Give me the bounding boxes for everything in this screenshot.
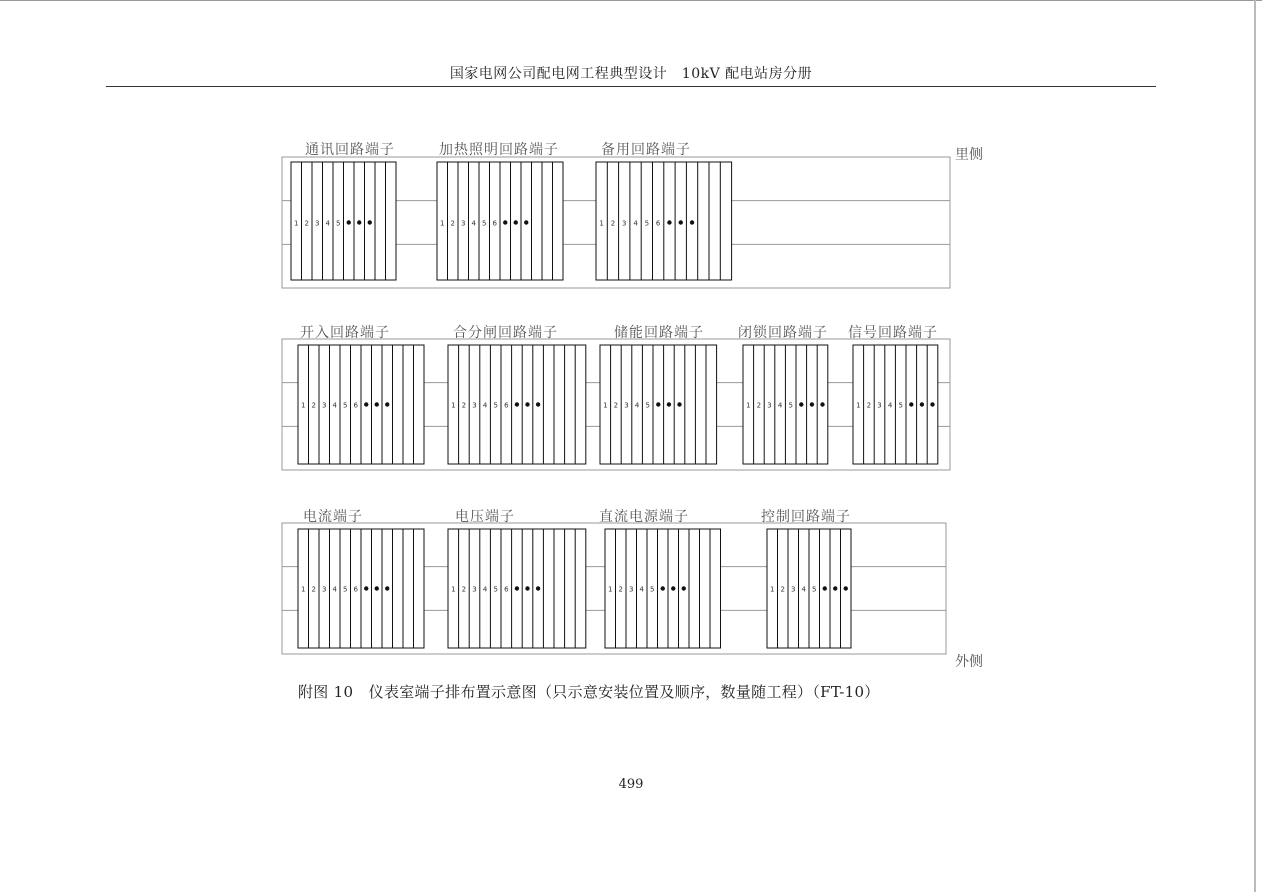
terminal-number: 4 bbox=[639, 585, 644, 594]
terminal-number: 5 bbox=[650, 585, 655, 594]
continuation-dot bbox=[375, 586, 379, 590]
terminal-group bbox=[448, 508, 586, 648]
continuation-dot bbox=[661, 586, 665, 590]
continuation-dot bbox=[677, 402, 681, 406]
terminal-number: 3 bbox=[322, 401, 327, 410]
terminal-group-label: 合分闸回路端子 bbox=[453, 325, 558, 341]
terminal-number: 3 bbox=[624, 401, 629, 410]
terminal-group bbox=[848, 324, 938, 464]
terminal-number: 1 bbox=[599, 219, 604, 228]
terminal-number: 2 bbox=[866, 401, 872, 410]
terminal-number: 3 bbox=[322, 585, 327, 594]
terminal-number: 5 bbox=[493, 401, 498, 410]
terminal-number: 2 bbox=[756, 401, 762, 410]
continuation-dot bbox=[347, 220, 351, 224]
terminal-number: 5 bbox=[788, 401, 793, 410]
terminal-number: 3 bbox=[461, 219, 466, 228]
continuation-dot bbox=[679, 220, 683, 224]
terminal-number: 1 bbox=[301, 401, 306, 410]
outer-side-label: 外侧 bbox=[955, 654, 983, 670]
terminal-group bbox=[298, 508, 424, 648]
terminal-number: 4 bbox=[332, 401, 337, 410]
terminal-row bbox=[282, 324, 950, 470]
terminal-group-label: 通讯回路端子 bbox=[305, 142, 395, 158]
terminal-number: 6 bbox=[492, 219, 497, 228]
terminal-group bbox=[448, 324, 586, 464]
terminal-number: 6 bbox=[353, 585, 358, 594]
terminal-number: 5 bbox=[493, 585, 498, 594]
continuation-dot bbox=[799, 402, 803, 406]
continuation-dot bbox=[536, 402, 540, 406]
continuation-dot bbox=[385, 586, 389, 590]
terminal-number: 5 bbox=[644, 219, 650, 228]
terminal-number: 3 bbox=[767, 401, 772, 410]
document-header: 国家电网公司配电网工程典型设计 10kV 配电站房分册 bbox=[449, 66, 813, 82]
continuation-dot bbox=[525, 586, 529, 590]
continuation-dot bbox=[909, 402, 913, 406]
continuation-dot bbox=[368, 220, 372, 224]
terminal-row bbox=[282, 508, 946, 654]
continuation-dot bbox=[385, 402, 389, 406]
continuation-dot bbox=[514, 220, 518, 224]
terminal-number: 3 bbox=[622, 219, 627, 228]
terminal-number: 6 bbox=[504, 585, 509, 594]
terminal-number: 2 bbox=[311, 401, 316, 410]
page-number: 499 bbox=[618, 777, 644, 792]
terminal-number: 4 bbox=[482, 401, 488, 410]
terminal-group-label: 信号回路端子 bbox=[848, 325, 938, 341]
terminal-number: 1 bbox=[294, 219, 299, 228]
terminal-number: 4 bbox=[887, 401, 893, 410]
terminal-number: 6 bbox=[504, 401, 509, 410]
terminal-group bbox=[596, 141, 732, 280]
terminal-number: 5 bbox=[898, 401, 903, 410]
continuation-dot bbox=[682, 586, 686, 590]
continuation-dot bbox=[515, 402, 519, 406]
terminal-group-label: 加热照明回路端子 bbox=[439, 142, 559, 158]
terminal-number: 1 bbox=[440, 219, 445, 228]
terminal-group-label: 开入回路端子 bbox=[300, 325, 390, 341]
terminal-number: 4 bbox=[332, 585, 337, 594]
continuation-dot bbox=[820, 402, 824, 406]
continuation-dot bbox=[656, 402, 660, 406]
continuation-dot bbox=[844, 586, 848, 590]
terminal-group-label: 储能回路端子 bbox=[614, 325, 704, 341]
continuation-dot bbox=[515, 586, 519, 590]
terminal-number: 1 bbox=[608, 585, 613, 594]
terminal-number: 2 bbox=[461, 585, 467, 594]
terminal-number: 2 bbox=[613, 401, 619, 410]
terminal-number: 4 bbox=[634, 401, 640, 410]
figure-caption: 附图 10 仪表室端子排布置示意图（只示意安装位置及顺序，数量随工程）（FT-10） bbox=[298, 683, 880, 701]
terminal-number: 2 bbox=[450, 219, 455, 228]
terminal-number: 4 bbox=[633, 219, 638, 228]
terminal-group-label: 控制回路端子 bbox=[761, 509, 851, 525]
terminal-group-label: 直流电源端子 bbox=[599, 509, 689, 525]
terminal-group bbox=[437, 141, 563, 280]
terminal-number: 1 bbox=[451, 585, 456, 594]
terminal-number: 4 bbox=[471, 219, 476, 228]
terminal-group-label: 闭锁回路端子 bbox=[738, 325, 828, 341]
terminal-number: 6 bbox=[353, 401, 358, 410]
terminal-number: 3 bbox=[629, 585, 634, 594]
terminal-number: 1 bbox=[746, 401, 751, 410]
terminal-group bbox=[291, 141, 396, 280]
continuation-dot bbox=[690, 220, 694, 224]
continuation-dot bbox=[375, 402, 379, 406]
continuation-dot bbox=[525, 402, 529, 406]
terminal-number: 2 bbox=[618, 585, 623, 594]
terminal-number: 1 bbox=[856, 401, 861, 410]
terminal-row bbox=[282, 141, 950, 288]
terminal-number: 3 bbox=[315, 219, 320, 228]
continuation-dot bbox=[671, 586, 675, 590]
continuation-dot bbox=[503, 220, 507, 224]
terminal-number: 5 bbox=[482, 219, 487, 228]
terminal-number: 5 bbox=[343, 585, 348, 594]
terminal-number: 1 bbox=[301, 585, 306, 594]
terminal-number: 2 bbox=[610, 219, 616, 228]
terminal-number: 5 bbox=[812, 585, 817, 594]
terminal-number: 1 bbox=[603, 401, 608, 410]
terminal-group bbox=[600, 324, 717, 464]
terminal-number: 3 bbox=[472, 585, 477, 594]
terminal-group bbox=[298, 324, 424, 464]
continuation-dot bbox=[920, 402, 924, 406]
terminal-number: 1 bbox=[770, 585, 775, 594]
terminal-number: 1 bbox=[451, 401, 456, 410]
terminal-number: 5 bbox=[645, 401, 650, 410]
terminal-number: 3 bbox=[472, 401, 477, 410]
continuation-dot bbox=[357, 220, 361, 224]
continuation-dot bbox=[536, 586, 540, 590]
continuation-dot bbox=[823, 586, 827, 590]
continuation-dot bbox=[524, 220, 528, 224]
terminal-number: 2 bbox=[304, 219, 309, 228]
terminal-number: 2 bbox=[461, 401, 467, 410]
terminal-number: 4 bbox=[801, 585, 806, 594]
terminal-number: 2 bbox=[780, 585, 785, 594]
continuation-dot bbox=[810, 402, 814, 406]
terminal-number: 2 bbox=[311, 585, 316, 594]
terminal-number: 4 bbox=[325, 219, 330, 228]
terminal-number: 4 bbox=[777, 401, 783, 410]
continuation-dot bbox=[667, 220, 671, 224]
terminal-group-label: 备用回路端子 bbox=[601, 142, 691, 158]
terminal-group bbox=[761, 508, 851, 648]
inner-side-label: 里侧 bbox=[955, 147, 983, 163]
continuation-dot bbox=[833, 586, 837, 590]
terminal-number: 4 bbox=[482, 585, 488, 594]
terminal-number: 6 bbox=[655, 219, 661, 228]
continuation-dot bbox=[930, 402, 934, 406]
terminal-group-label: 电流端子 bbox=[303, 509, 363, 525]
terminal-number: 5 bbox=[336, 219, 341, 228]
terminal-group bbox=[738, 324, 828, 464]
terminal-number: 3 bbox=[791, 585, 796, 594]
continuation-dot bbox=[667, 402, 671, 406]
continuation-dot bbox=[364, 586, 368, 590]
terminal-number: 3 bbox=[877, 401, 882, 410]
terminal-group-label: 电压端子 bbox=[455, 509, 515, 525]
terminal-number: 5 bbox=[343, 401, 348, 410]
terminal-group bbox=[599, 508, 721, 648]
continuation-dot bbox=[364, 402, 368, 406]
